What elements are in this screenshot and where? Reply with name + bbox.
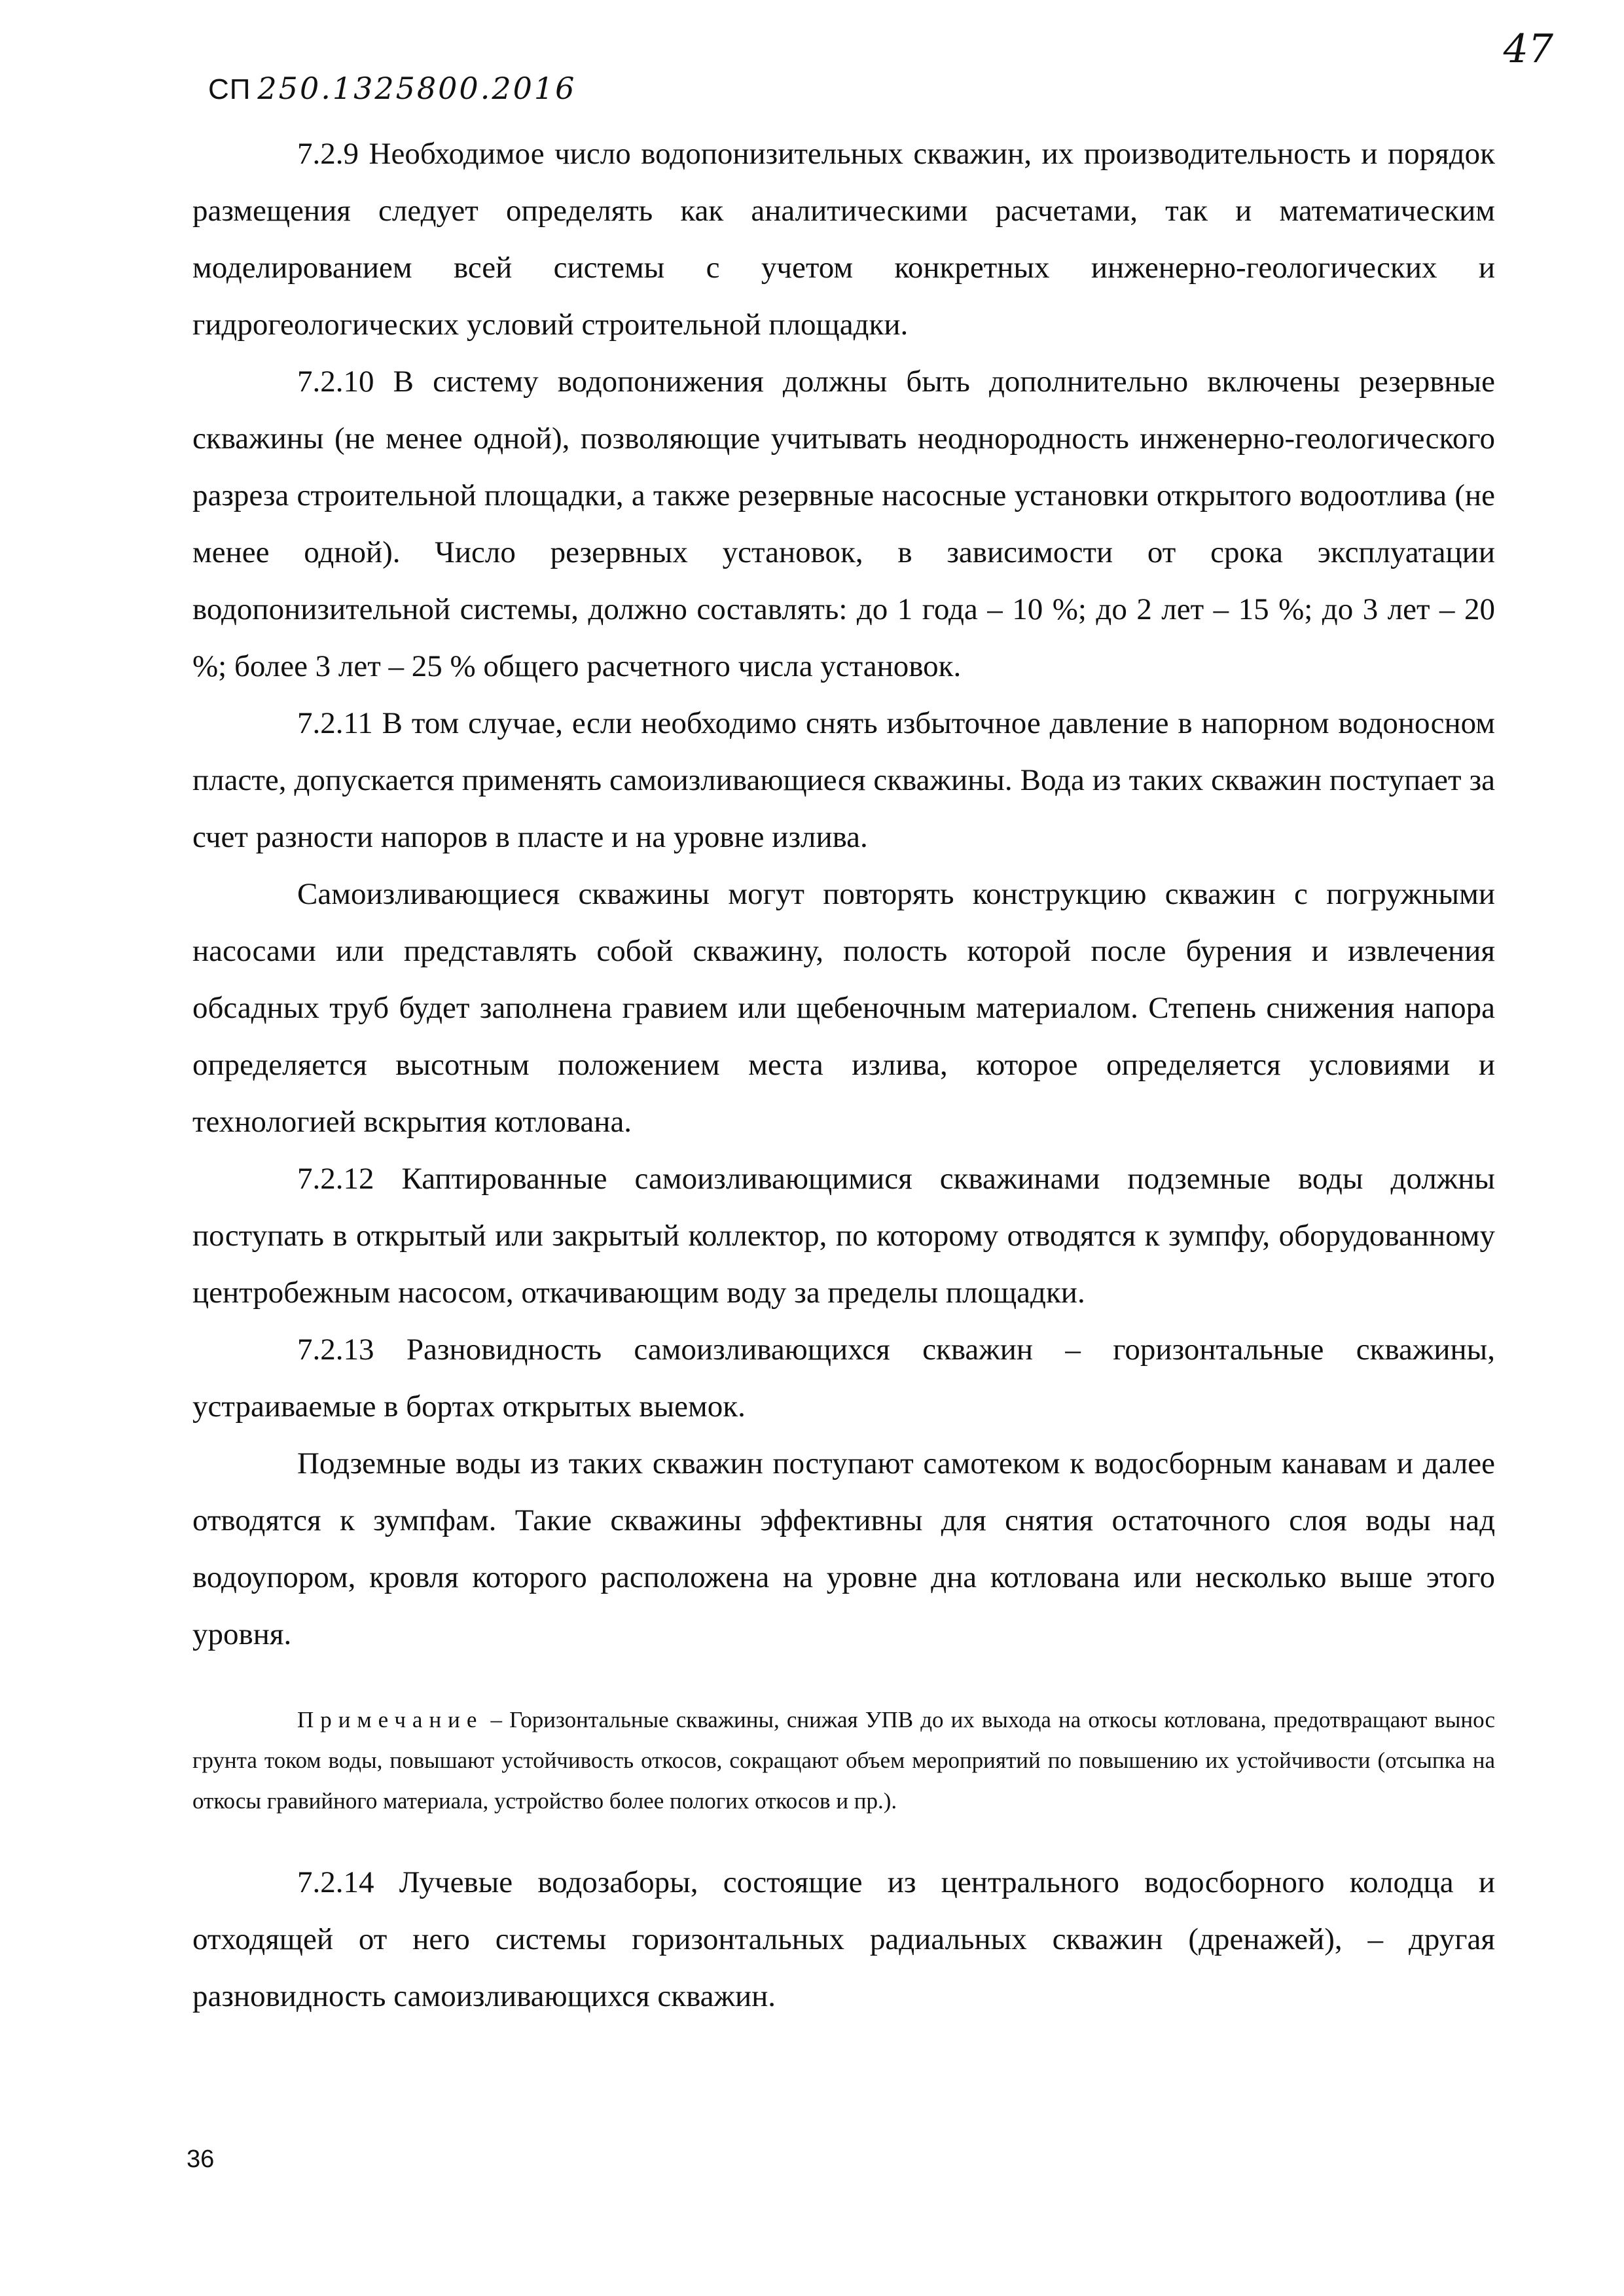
paragraph-7-2-11-continued: Самоизливающиеся скважины могут повторять конструкцию скважин с погружными насосами или представлять собой скважину, полость которой после бурения и извлечения обсадных труб будет заполнена гравием или щебеночным материалом. Степень снижения напора определяется высотным положением места излива, которое определяется условиями и технологией вскрытия котлована. <box>192 877 1495 1139</box>
document-code-prefix: СП <box>208 73 251 105</box>
note <box>192 1700 1495 1821</box>
page-body <box>192 126 1495 2025</box>
document-code-handwritten: 250.1325800.2016 <box>257 71 577 106</box>
note-label: Примечание <box>297 1707 484 1732</box>
paragraph-7-2-13-continued: Подземные воды из таких скважин поступают самотеком к водосборным канавам и далее отводятся к зумпфам. Такие скважины эффективны для снятия остаточного слоя воды над водоупором, кровля которого расположена на уровне дна котлована или несколько выше этого уровня. <box>192 1446 1495 1651</box>
handwritten-sheet-number: 47 <box>1503 26 1553 72</box>
paragraph-7-2-9: 7.2.9 Необходимое число водопонизительных скважин, их производительность и порядок размещения следует определять как аналитическими расчетами, так и математическим моделированием всей системы с учетом конкретных инженерно-геологических и гидрогеологических условий строительной площадки. <box>192 137 1495 342</box>
paragraph-7-2-10: 7.2.10 В систему водопонижения должны быть дополнительно включены резервные скважины (не менее одной), позволяющие учитывать неоднородность инженерно-геологического разреза строительной площадки, а также резервные насосные установки открытого водоотлива (не менее одной). Число резервных установок, в зависимости от срока эксплуатации водопонизительной системы, должно составлять: до 1 года – 10 %; до 2 лет – 15 %; до 3 лет – 20 %; более 3 лет – 25 % общего расчетного числа установок. <box>192 365 1495 683</box>
paragraph-7-2-11: 7.2.11 В том случае, если необходимо снять избыточное давление в напорном водоносном пласте, допускается применять самоизливающиеся скважины. Вода из таких скважин поступает за счет разности напоров в пласте и на уровне излива. <box>192 706 1495 854</box>
paragraph-7-2-14: 7.2.14 Лучевые водозаборы, состоящие из центрального водосборного колодца и отходящей от него системы горизонтальных радиальных скважин (дренажей), – другая разновидность самоизливающихся скважин. <box>192 1865 1495 2013</box>
paragraph-7-2-13: 7.2.13 Разновидность самоизливающихся скважин – горизонтальные скважины, устраиваемые в бортах открытых выемок. <box>192 1333 1495 1424</box>
paragraph-7-2-12: 7.2.12 Каптированные самоизливающимися скважинами подземные воды должны поступать в открытый или закрытый коллектор, по которому отводятся к зумпфу, оборудованному центробежным насосом, откачивающим воду за пределы площадки. <box>192 1162 1495 1310</box>
note-text: – Горизонтальные скважины, снижая УПВ до их выхода на откосы котлована, предотвращают вынос грунта током воды, повышают устойчивость откосов, сокращают объем мероприятий по повышению их устойчивости (отсыпка на откосы гравийного материала, устройство более пологих откосов и пр.). <box>192 1707 1495 1814</box>
document-code <box>208 71 576 106</box>
page-number: 36 <box>187 2145 215 2173</box>
